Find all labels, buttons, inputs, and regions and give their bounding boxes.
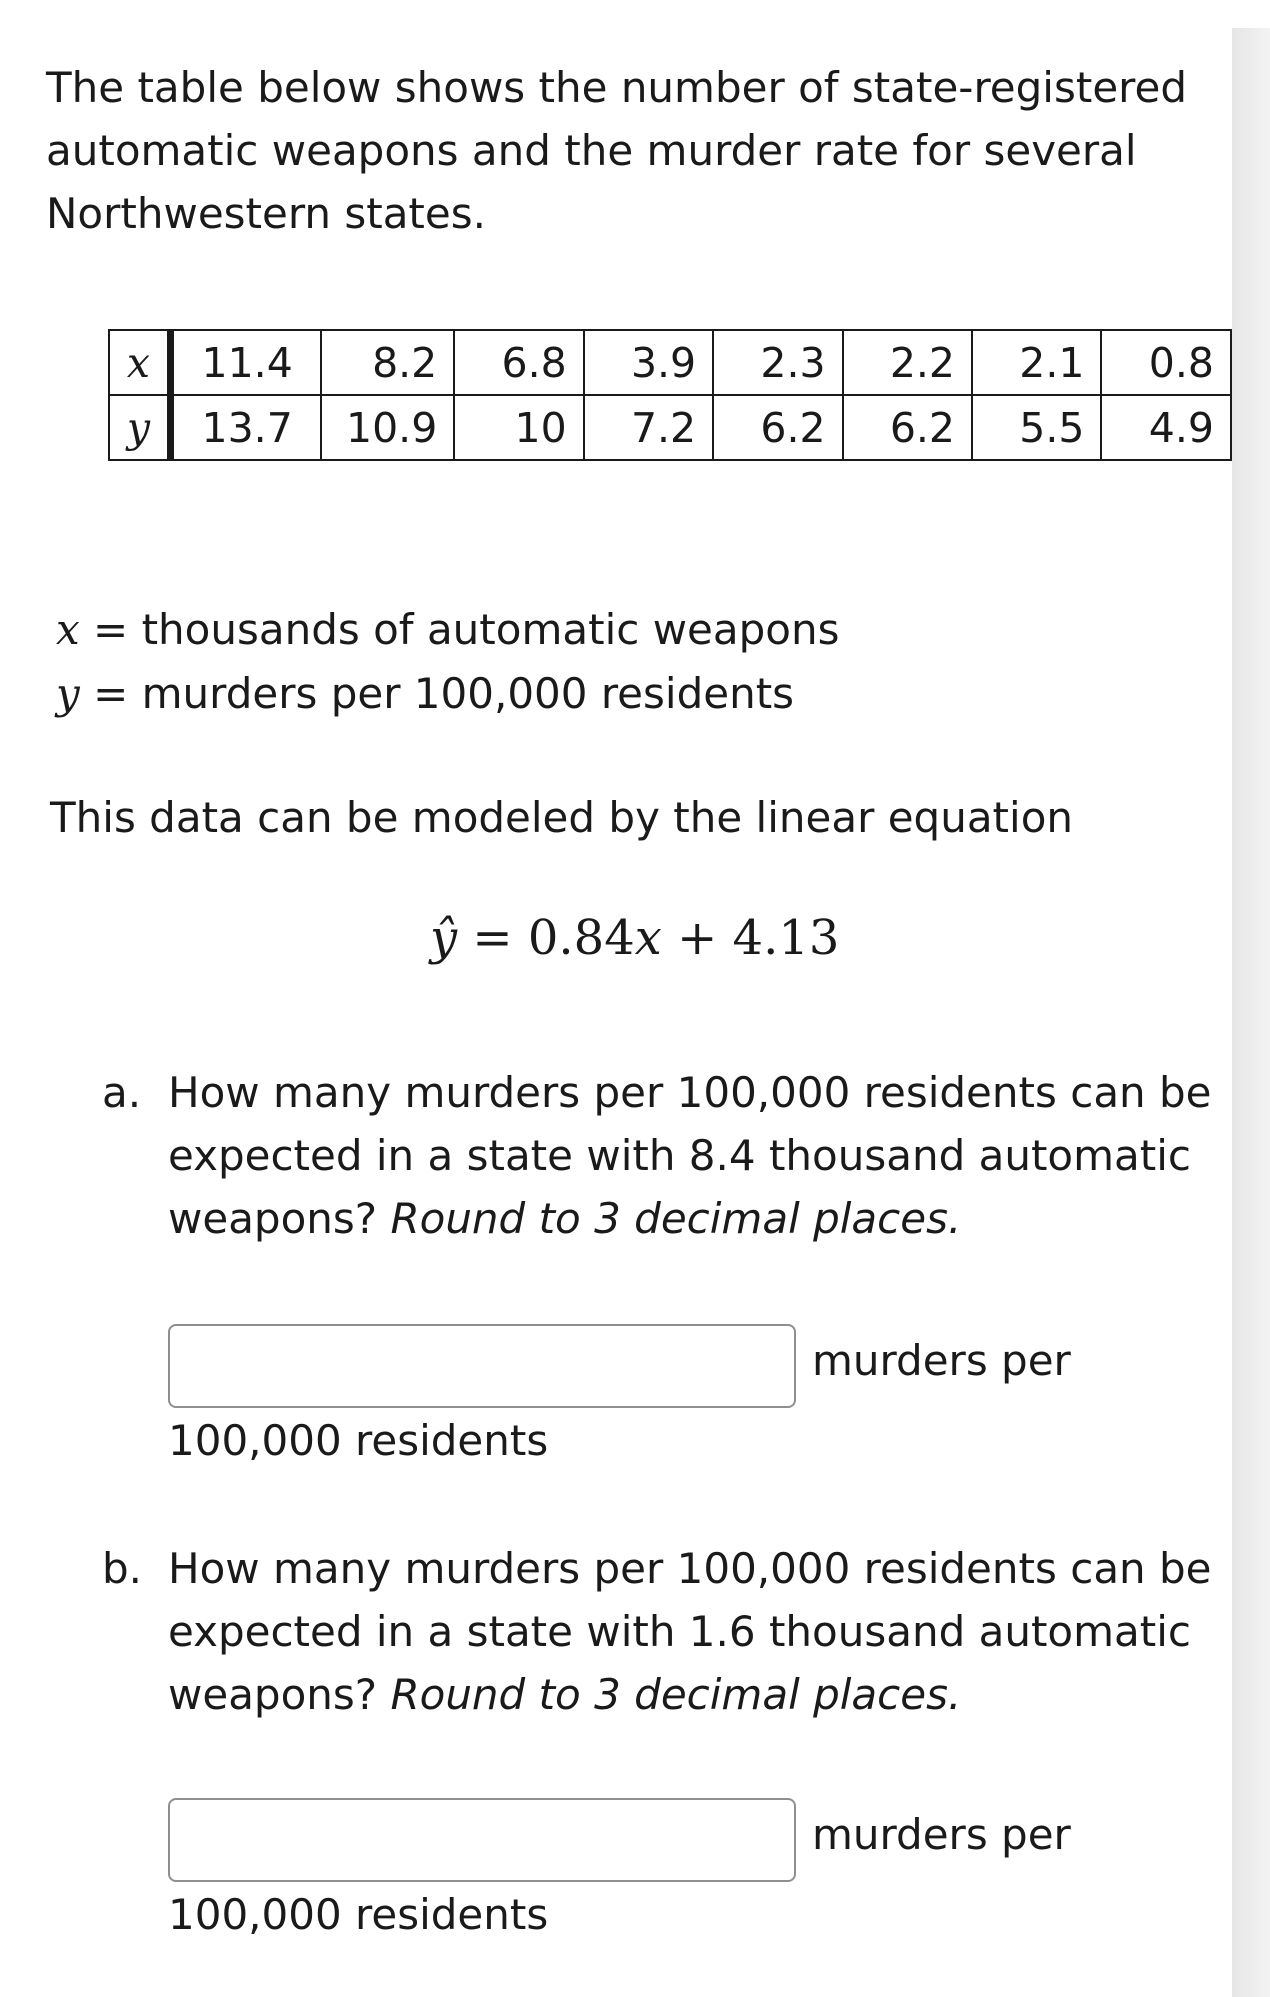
table-cell: 6.2 [843, 395, 972, 460]
scrollbar-track[interactable] [1232, 28, 1270, 1997]
table-cell: 10 [454, 395, 583, 460]
question-a-letter: a. [102, 1068, 142, 1117]
question-b-letter: b. [102, 1544, 143, 1593]
question-b-line-3 [168, 1663, 1212, 1726]
row-header-y: y [109, 395, 170, 460]
question-a-line-1: How many murders per 100,000 residents can be [168, 1068, 1212, 1117]
question-b-text [168, 1537, 1212, 1726]
intro-line-1: The table below shows the number of state-registered [46, 63, 1188, 112]
table-row-y [109, 395, 1231, 460]
data-table [108, 329, 1232, 461]
table-cell: 6.8 [454, 330, 583, 395]
answer-b-unit-part1: murders per [812, 1810, 1071, 1859]
intro-line-3: Northwestern states. [46, 189, 486, 238]
question-a-rounding-note: Round to 3 decimal places. [390, 1194, 962, 1243]
y-definition-text: = murders per 100,000 residents [79, 669, 795, 718]
question-b-prompt: weapons? [168, 1670, 391, 1719]
table-cell: 10.9 [321, 395, 454, 460]
x-definition [56, 598, 839, 662]
table-row-x [109, 330, 1231, 395]
variable-definitions [56, 598, 839, 726]
intro-paragraph [46, 56, 1187, 245]
answer-a-unit-part2: 100,000 residents [168, 1416, 549, 1465]
intro-line-2: automatic weapons and the murder rate for several [46, 126, 1137, 175]
x-variable: x [56, 605, 80, 654]
question-a-line-3 [168, 1187, 1212, 1250]
question-a-text [168, 1061, 1212, 1250]
equation-equals: = [457, 910, 528, 966]
table-cell: 13.7 [170, 395, 321, 460]
question-a-line-2: expected in a state with 8.4 thousand automatic [168, 1131, 1191, 1180]
equation-yhat: ŷ [430, 910, 458, 966]
answer-b-input[interactable] [168, 1798, 796, 1882]
table-cell: 6.2 [713, 395, 842, 460]
answer-b-unit-part2: 100,000 residents [168, 1890, 549, 1939]
table-cell: 2.1 [972, 330, 1101, 395]
table-cell: 8.2 [321, 330, 454, 395]
table-cell: 11.4 [170, 330, 321, 395]
y-definition [56, 662, 839, 726]
table-cell: 3.9 [584, 330, 713, 395]
table-cell: 0.8 [1101, 330, 1231, 395]
question-a-prompt: weapons? [168, 1194, 391, 1243]
question-b-rounding-note: Round to 3 decimal places. [390, 1670, 962, 1719]
equation-intercept: + 4.13 [661, 910, 840, 966]
linear-equation [430, 910, 839, 966]
equation-coefficient: 0.84 [527, 910, 635, 966]
answer-a-input[interactable] [168, 1324, 796, 1408]
question-b-line-1: How many murders per 100,000 residents can be [168, 1544, 1212, 1593]
table-cell: 2.2 [843, 330, 972, 395]
row-header-x: x [109, 330, 170, 395]
table-cell: 5.5 [972, 395, 1101, 460]
answer-a-unit-part1: murders per [812, 1336, 1071, 1385]
equation-x: x [634, 910, 662, 966]
question-b-line-2: expected in a state with 1.6 thousand automatic [168, 1607, 1191, 1656]
table-cell: 2.3 [713, 330, 842, 395]
table-cell: 4.9 [1101, 395, 1231, 460]
table-cell: 7.2 [584, 395, 713, 460]
model-text: This data can be modeled by the linear equation [50, 793, 1074, 842]
x-definition-text: = thousands of automatic weapons [79, 605, 840, 654]
y-variable: y [56, 669, 80, 718]
